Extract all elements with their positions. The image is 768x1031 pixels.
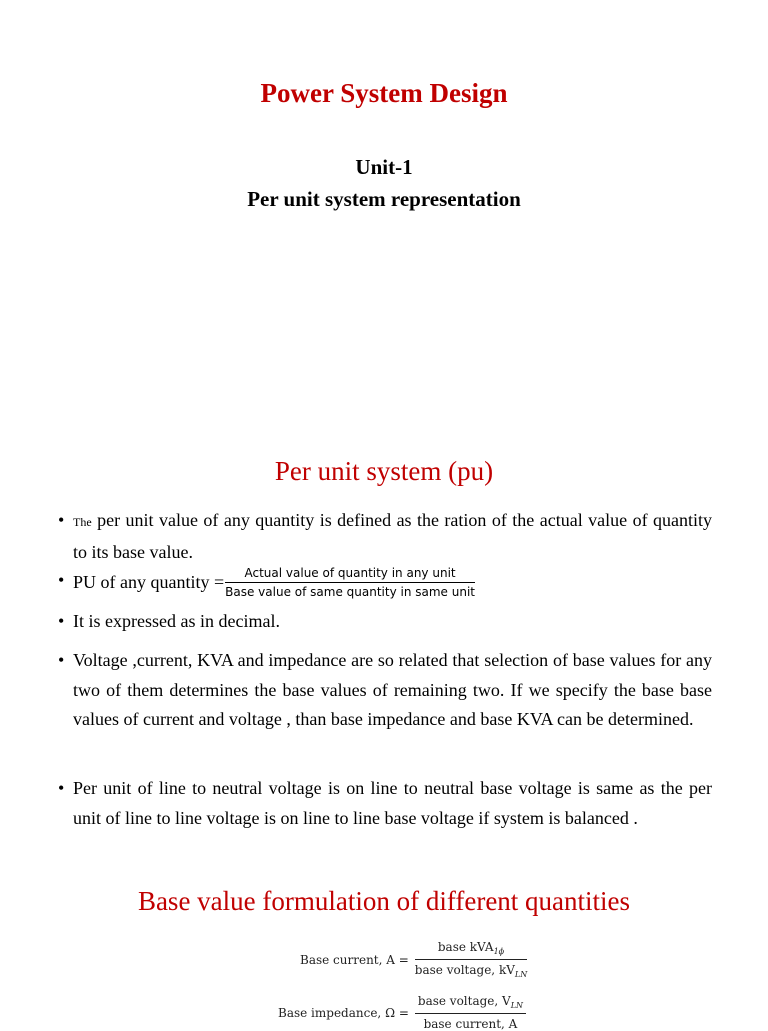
- pu-denominator: Base value of same quantity in same unit: [225, 585, 475, 599]
- pu-fraction: [225, 566, 475, 599]
- pu-formula: [73, 566, 712, 599]
- formula-base-current: [300, 940, 527, 979]
- formula-base-impedance: [278, 994, 526, 1031]
- bullet-text: Voltage ,current, KVA and impedance are so related that selection of base values for any two of them determines the base values of remaining two. If we specify the base base values of current and voltage , than base impedance and base KVA can be determined.: [73, 650, 712, 729]
- formula-numerator: [435, 940, 507, 959]
- formula-lhs: Base current, A =: [300, 952, 409, 967]
- bullet-prefix: The: [73, 515, 92, 529]
- bullet-decimal: [58, 607, 712, 637]
- section-title-base-value-formulation: Base value formulation of different quantities: [137, 886, 631, 916]
- formula-fraction: [415, 940, 527, 979]
- numerator-subscript: 1ϕ: [493, 947, 505, 956]
- formula-denominator: [415, 960, 527, 979]
- formula-fraction: [415, 994, 526, 1031]
- bullet-icon: •: [58, 570, 65, 590]
- bullet-icon: •: [58, 650, 65, 670]
- bullet-base-values: [58, 646, 712, 735]
- formula-denominator: base current, A: [423, 1017, 518, 1031]
- bullet-text: per unit value of any quantity is defined as the ration of the actual value of quantity to its base value.: [73, 510, 712, 562]
- denominator-text: base voltage, kV: [414, 963, 515, 977]
- formula-numerator: [415, 994, 526, 1013]
- numerator-text: base kVA: [437, 940, 494, 954]
- bullet-definition: [58, 506, 712, 567]
- formula-lhs: Base impedance, Ω =: [278, 1005, 409, 1020]
- bullet-text: Per unit of line to neutral voltage is on line to neutral base voltage is same as the per unit of line to line voltage is on line to line base voltage if system is balanced .: [73, 778, 712, 828]
- unit-subtitle: Per unit system representation: [247, 187, 521, 211]
- bullet-icon: •: [58, 611, 65, 631]
- bullet-text: It is expressed as in decimal.: [73, 611, 280, 631]
- bullet-icon: •: [58, 778, 65, 798]
- denominator-subscript: LN: [514, 970, 528, 979]
- numerator-text: base voltage, V: [417, 994, 511, 1008]
- bullet-line-voltage: [58, 774, 712, 833]
- bullet-pu-formula: [58, 566, 712, 599]
- bullet-icon: •: [58, 510, 65, 530]
- page-title: Power System Design: [260, 78, 508, 108]
- pu-formula-label: PU of any quantity =: [73, 571, 225, 592]
- pu-numerator: Actual value of quantity in any unit: [244, 566, 456, 580]
- numerator-subscript: LN: [510, 1001, 524, 1010]
- unit-heading: Unit-1: [355, 155, 413, 179]
- section-title-per-unit-system: Per unit system (pu): [274, 456, 494, 486]
